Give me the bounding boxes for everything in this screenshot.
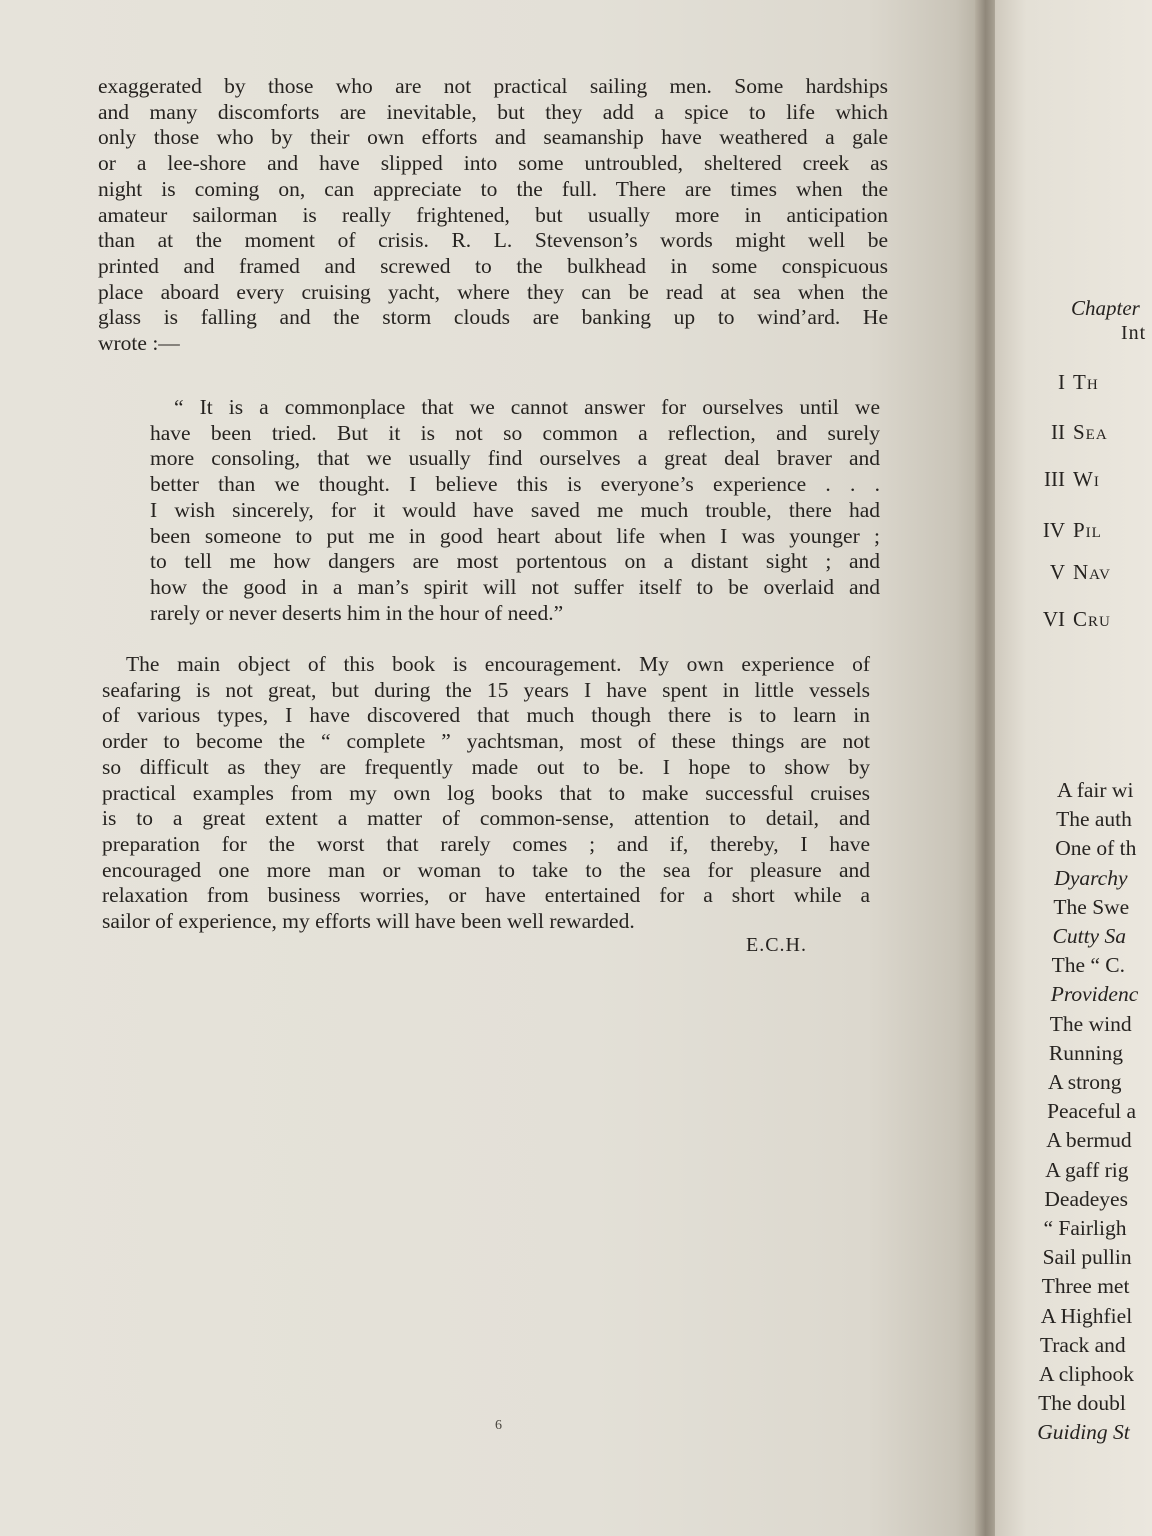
stevenson-quote: [150, 395, 880, 626]
illustration-entry: Running: [1048, 1040, 1123, 1065]
toc-chapter-title: Cru: [1073, 607, 1111, 631]
text-line: seafaring is not great, but during the 15 years I have spent in little vessels: [102, 677, 870, 702]
illustration-entry: A gaff rig: [1045, 1157, 1129, 1182]
text-line: than at the moment of crisis. R. L. Stevenson’s words might well be: [98, 228, 888, 253]
toc-chapter-title: Nav: [1073, 560, 1111, 584]
toc-chapter-title: Pil: [1073, 518, 1102, 542]
toc-entry: [1025, 607, 1111, 632]
illustration-entry: A Highfiel: [1040, 1303, 1133, 1328]
text-line: place aboard every cruising yacht, where they can be read at sea when the: [98, 279, 888, 304]
text-line: wrote :—: [98, 331, 180, 356]
text-line: of various types, I have discovered that much though there is to learn in: [102, 703, 870, 728]
page-number: 6: [495, 1418, 502, 1433]
illustration-entry: Guiding St: [1037, 1420, 1130, 1445]
illustration-entry: Three met: [1041, 1274, 1130, 1299]
paragraph-1: [98, 74, 888, 357]
illustration-entry: Sail pullin: [1042, 1245, 1132, 1270]
toc-chapter-title: Th: [1073, 370, 1099, 394]
text-line: “ It is a commonplace that we cannot answer for ourselves until we: [174, 395, 880, 419]
illustration-entry: “ Fairligh: [1043, 1216, 1127, 1240]
text-line: sailor of experience, my efforts will have been well rewarded.: [102, 909, 635, 934]
text-line: to tell me how dangers are most portentous on a distant sight ; and: [150, 549, 880, 574]
right-page: [995, 0, 1152, 1536]
text-line: or a lee-shore and have slipped into some untroubled, sheltered creek as: [98, 151, 888, 176]
text-line: amateur sailorman is really frightened, but usually more in anticipation: [98, 202, 888, 227]
text-line: exaggerated by those who are not practical sailing men. Some hardships: [98, 74, 888, 98]
illustration-entry: A bermud: [1046, 1128, 1132, 1153]
illustration-entry: Cutty Sa: [1052, 924, 1126, 948]
text-line: been someone to put me in good heart about life when I was younger ;: [150, 523, 880, 548]
text-line: have been tried. But it is not so common a reflection, and surely: [150, 420, 880, 445]
illustration-entry: Dyarchy: [1054, 865, 1128, 890]
toc-chapter-number: VI: [1042, 607, 1065, 631]
toc-chapter-title: Wi: [1073, 467, 1100, 491]
text-line: is to a great extent a matter of common-sense, attention to detail, and: [102, 806, 870, 831]
text-line: rarely or never deserts him in the hour of need.”: [150, 600, 564, 625]
toc-chapter-number: III: [1044, 467, 1065, 491]
toc-introduction: Int: [1121, 322, 1147, 344]
text-line: encouraged one more man or woman to take to the sea for pleasure and: [102, 857, 870, 882]
paragraph-2: [102, 652, 870, 935]
illustration-entry: The doubl: [1038, 1391, 1126, 1416]
toc-entry: [1025, 420, 1108, 445]
text-line: how the good in a man’s spirit will not suffer itself to be overlaid and: [150, 574, 880, 599]
illustration-entry: Peaceful a: [1047, 1099, 1137, 1124]
toc-entry: [1025, 518, 1102, 543]
illustration-entry: The “ C.: [1051, 953, 1126, 978]
toc-chapter-number: V: [1049, 560, 1065, 584]
text-line: only those who by their own efforts and seamanship have weathered a gale: [98, 125, 888, 150]
text-line: better than we thought. I believe this is everyone’s experience . . .: [150, 472, 880, 497]
text-line: order to become the “ complete ” yachtsman, most of these things are not: [102, 729, 870, 754]
chapter-heading: Chapter: [1071, 296, 1140, 320]
illustration-entry: One of th: [1055, 836, 1137, 861]
illustration-entry: A strong: [1048, 1070, 1122, 1094]
text-line: relaxation from business worries, or have entertained for a short while a: [102, 883, 870, 908]
illustration-entry: A cliphook: [1039, 1362, 1134, 1386]
text-line: printed and framed and screwed to the bulkhead in some conspicuous: [98, 253, 888, 278]
illustration-entry: The auth: [1056, 807, 1132, 832]
toc-chapter-number: IV: [1042, 518, 1065, 542]
toc-entry: [1025, 370, 1099, 395]
text-line: I wish sincerely, for it would have saved me much trouble, there had: [150, 497, 880, 522]
toc-chapter-title: Sea: [1073, 420, 1108, 444]
illustration-entry: Providenc: [1050, 982, 1139, 1007]
text-line: and many discomforts are inevitable, but they add a spice to life which: [98, 99, 888, 124]
toc-entry: [1025, 560, 1111, 585]
text-line: more consoling, that we usually find ourselves a great deal braver and: [150, 446, 880, 471]
text-line: preparation for the worst that rarely comes ; and if, thereby, I have: [102, 831, 870, 856]
author-initials: E.C.H.: [746, 934, 807, 956]
text-line: glass is falling and the storm clouds are banking up to wind’ard. He: [98, 305, 888, 330]
toc-entry: [1025, 467, 1100, 492]
text-line: night is coming on, can appreciate to the full. There are times when the: [98, 176, 888, 201]
illustration-entry: A fair wi: [1057, 778, 1134, 802]
illustration-entry: The wind: [1049, 1011, 1132, 1036]
toc-chapter-number: II: [1051, 420, 1065, 444]
illustration-entry: The Swe: [1053, 894, 1130, 919]
illustration-entry: Deadeyes: [1044, 1186, 1128, 1211]
illustration-entry: Track and: [1039, 1332, 1126, 1357]
text-line: so difficult as they are frequently made out to be. I hope to show by: [102, 754, 870, 779]
toc-chapter-number: I: [1058, 370, 1065, 394]
text-line: The main object of this book is encouragement. My own experience of: [126, 652, 870, 676]
text-line: practical examples from my own log books that to make successful cruises: [102, 780, 870, 805]
